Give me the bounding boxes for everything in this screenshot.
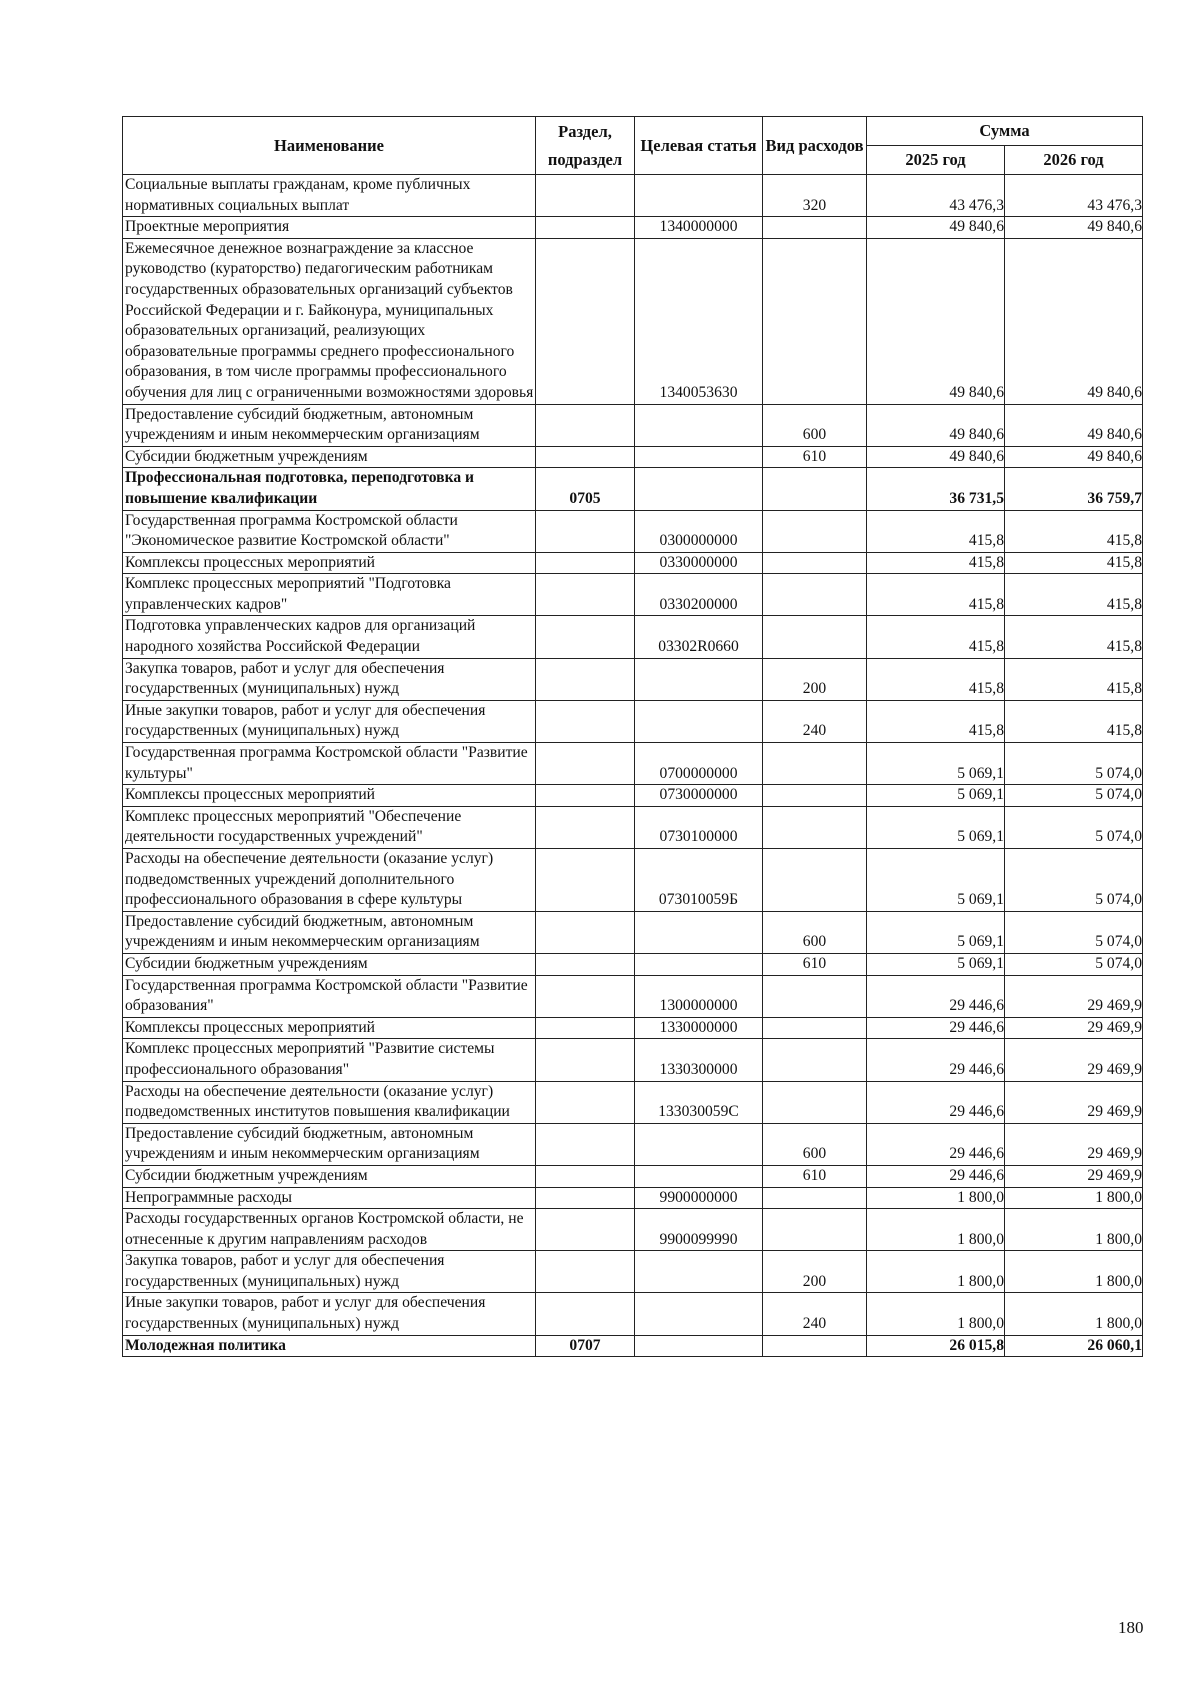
table-row [123, 953, 1143, 975]
table-row [123, 911, 1143, 953]
cell-2025: 43 476,3 [867, 175, 1005, 217]
cell-target: 0330200000 [635, 574, 763, 616]
cell-name: Молодежная политика [123, 1335, 536, 1357]
cell-section [536, 175, 635, 217]
table-row [123, 1123, 1143, 1165]
cell-target [635, 953, 763, 975]
cell-2026: 26 060,1 [1005, 1335, 1143, 1357]
cell-section [536, 658, 635, 700]
cell-section [536, 849, 635, 912]
table-row [123, 616, 1143, 658]
cell-2026: 5 074,0 [1005, 743, 1143, 785]
cell-target [635, 658, 763, 700]
cell-target: 9900000000 [635, 1187, 763, 1209]
cell-kind: 320 [763, 175, 867, 217]
cell-2025: 415,8 [867, 510, 1005, 552]
table-row [123, 552, 1143, 574]
cell-2026: 29 469,9 [1005, 1017, 1143, 1039]
cell-2025: 1 800,0 [867, 1187, 1005, 1209]
table-row [123, 217, 1143, 239]
cell-section [536, 238, 635, 404]
cell-2026: 1 800,0 [1005, 1209, 1143, 1251]
cell-2026: 5 074,0 [1005, 953, 1143, 975]
cell-name: Расходы на обеспечение деятельности (оказание услуг) подведомственных учреждений дополнительного профессионального образования в сфере культуры [123, 849, 536, 912]
cell-target [635, 1165, 763, 1187]
cell-section [536, 404, 635, 446]
cell-2026: 415,8 [1005, 574, 1143, 616]
table-row [123, 658, 1143, 700]
cell-2026: 5 074,0 [1005, 806, 1143, 848]
cell-2025: 49 840,6 [867, 217, 1005, 239]
cell-section [536, 911, 635, 953]
cell-target: 073010059Б [635, 849, 763, 912]
cell-kind: 600 [763, 911, 867, 953]
table-row [123, 175, 1143, 217]
cell-2026: 49 840,6 [1005, 238, 1143, 404]
cell-name: Предоставление субсидий бюджетным, автономным учреждениям и иным некоммерческим организациям [123, 1123, 536, 1165]
cell-section [536, 616, 635, 658]
table-row [123, 743, 1143, 785]
cell-target [635, 700, 763, 742]
cell-2025: 36 731,5 [867, 468, 1005, 510]
table-row [123, 1293, 1143, 1335]
cell-2025: 29 446,6 [867, 1081, 1005, 1123]
cell-kind [763, 975, 867, 1017]
cell-2026: 1 800,0 [1005, 1187, 1143, 1209]
table-row [123, 404, 1143, 446]
cell-name: Профессиональная подготовка, переподготовка и повышение квалификации [123, 468, 536, 510]
cell-name: Предоставление субсидий бюджетным, автономным учреждениям и иным некоммерческим организациям [123, 911, 536, 953]
table-row [123, 1081, 1143, 1123]
cell-kind: 200 [763, 1251, 867, 1293]
cell-2025: 415,8 [867, 552, 1005, 574]
cell-2026: 415,8 [1005, 616, 1143, 658]
cell-section [536, 1209, 635, 1251]
cell-kind [763, 552, 867, 574]
cell-kind [763, 616, 867, 658]
cell-2026: 5 074,0 [1005, 849, 1143, 912]
table-row [123, 1251, 1143, 1293]
cell-name: Иные закупки товаров, работ и услуг для обеспечения государственных (муниципальных) нужд [123, 700, 536, 742]
cell-kind [763, 238, 867, 404]
cell-name: Субсидии бюджетным учреждениям [123, 446, 536, 468]
cell-2026: 1 800,0 [1005, 1293, 1143, 1335]
table-row [123, 510, 1143, 552]
cell-kind [763, 785, 867, 807]
cell-target: 1330300000 [635, 1039, 763, 1081]
cell-section [536, 1017, 635, 1039]
cell-name: Подготовка управленческих кадров для организаций народного хозяйства Российской Федерации [123, 616, 536, 658]
cell-kind [763, 1187, 867, 1209]
cell-section: 0705 [536, 468, 635, 510]
cell-target [635, 404, 763, 446]
cell-section [536, 446, 635, 468]
cell-2026: 415,8 [1005, 658, 1143, 700]
cell-target: 1330000000 [635, 1017, 763, 1039]
cell-target: 0700000000 [635, 743, 763, 785]
cell-2025: 415,8 [867, 574, 1005, 616]
cell-2026: 36 759,7 [1005, 468, 1143, 510]
cell-2025: 5 069,1 [867, 806, 1005, 848]
table-body [123, 175, 1143, 1357]
cell-2026: 43 476,3 [1005, 175, 1143, 217]
table-row [123, 1039, 1143, 1081]
cell-2025: 5 069,1 [867, 953, 1005, 975]
table-row [123, 785, 1143, 807]
cell-2025: 1 800,0 [867, 1209, 1005, 1251]
table-row [123, 849, 1143, 912]
header-target: Целевая статья [635, 117, 763, 175]
cell-2026: 29 469,9 [1005, 1123, 1143, 1165]
header-kind: Вид расходов [763, 117, 867, 175]
page-number: 180 [1118, 1618, 1144, 1637]
cell-section [536, 1081, 635, 1123]
cell-name: Комплексы процессных мероприятий [123, 1017, 536, 1039]
cell-kind [763, 1209, 867, 1251]
cell-2025: 5 069,1 [867, 911, 1005, 953]
cell-2025: 49 840,6 [867, 446, 1005, 468]
cell-2025: 49 840,6 [867, 238, 1005, 404]
header-name: Наименование [123, 117, 536, 175]
cell-kind [763, 806, 867, 848]
cell-name: Закупка товаров, работ и услуг для обеспечения государственных (муниципальных) нужд [123, 1251, 536, 1293]
cell-kind [763, 743, 867, 785]
cell-target [635, 175, 763, 217]
cell-kind [763, 1335, 867, 1357]
budget-table [122, 116, 1143, 1357]
cell-2026: 415,8 [1005, 510, 1143, 552]
cell-2026: 415,8 [1005, 700, 1143, 742]
table-row [123, 446, 1143, 468]
cell-target [635, 446, 763, 468]
cell-name: Государственная программа Костромской области "Экономическое развитие Костромской области" [123, 510, 536, 552]
cell-name: Закупка товаров, работ и услуг для обеспечения государственных (муниципальных) нужд [123, 658, 536, 700]
cell-2025: 29 446,6 [867, 1039, 1005, 1081]
cell-section [536, 510, 635, 552]
cell-2026: 5 074,0 [1005, 785, 1143, 807]
cell-section [536, 806, 635, 848]
cell-name: Расходы на обеспечение деятельности (оказание услуг) подведомственных институтов повышения квалификации [123, 1081, 536, 1123]
cell-2026: 29 469,9 [1005, 975, 1143, 1017]
cell-target [635, 1251, 763, 1293]
cell-name: Комплекс процессных мероприятий "Развитие системы профессионального образования" [123, 1039, 536, 1081]
table-row [123, 1165, 1143, 1187]
cell-2025: 415,8 [867, 700, 1005, 742]
cell-section [536, 953, 635, 975]
cell-2026: 1 800,0 [1005, 1251, 1143, 1293]
table-row [123, 1017, 1143, 1039]
cell-target: 03302R0660 [635, 616, 763, 658]
cell-kind [763, 1039, 867, 1081]
cell-name: Комплекс процессных мероприятий "Обеспечение деятельности государственных учреждений" [123, 806, 536, 848]
cell-section [536, 574, 635, 616]
cell-name: Комплексы процессных мероприятий [123, 552, 536, 574]
table-row [123, 806, 1143, 848]
cell-2026: 49 840,6 [1005, 217, 1143, 239]
cell-target: 0300000000 [635, 510, 763, 552]
header-year-2026: 2026 год [1005, 146, 1143, 175]
cell-2025: 1 800,0 [867, 1251, 1005, 1293]
cell-2025: 29 446,6 [867, 1123, 1005, 1165]
cell-2026: 49 840,6 [1005, 404, 1143, 446]
cell-2025: 29 446,6 [867, 1017, 1005, 1039]
cell-kind: 610 [763, 1165, 867, 1187]
cell-target [635, 1123, 763, 1165]
cell-name: Комплекс процессных мероприятий "Подготовка управленческих кадров" [123, 574, 536, 616]
cell-name: Ежемесячное денежное вознаграждение за классное руководство (кураторство) педагогическим работникам государственных образовательных организаций субъектов Российской Федерации и г. Байконура, муниципальных образовательных организаций, реализующих образовательные программы среднего профессионального образования, в том числе программы профессионального обучения для лиц с ограниченными возможностями здоровья [123, 238, 536, 404]
cell-target: 9900099990 [635, 1209, 763, 1251]
cell-2025: 49 840,6 [867, 404, 1005, 446]
cell-2025: 1 800,0 [867, 1293, 1005, 1335]
cell-section [536, 1251, 635, 1293]
header-section: Раздел, подраздел [536, 117, 635, 175]
cell-name: Иные закупки товаров, работ и услуг для обеспечения государственных (муниципальных) нужд [123, 1293, 536, 1335]
cell-2026: 29 469,9 [1005, 1165, 1143, 1187]
cell-2026: 5 074,0 [1005, 911, 1143, 953]
cell-section [536, 1039, 635, 1081]
cell-2025: 5 069,1 [867, 849, 1005, 912]
cell-kind: 600 [763, 1123, 867, 1165]
cell-target [635, 468, 763, 510]
table-header [123, 117, 1143, 175]
cell-2026: 29 469,9 [1005, 1081, 1143, 1123]
cell-target: 133030059С [635, 1081, 763, 1123]
cell-kind: 600 [763, 404, 867, 446]
cell-2026: 49 840,6 [1005, 446, 1143, 468]
cell-kind: 610 [763, 953, 867, 975]
header-year-2025: 2025 год [867, 146, 1005, 175]
cell-target: 1340000000 [635, 217, 763, 239]
cell-name: Расходы государственных органов Костромской области, не отнесенные к другим направлениям расходов [123, 1209, 536, 1251]
cell-section [536, 217, 635, 239]
cell-section [536, 743, 635, 785]
cell-section [536, 975, 635, 1017]
table-row [123, 1187, 1143, 1209]
cell-target [635, 1335, 763, 1357]
cell-2025: 29 446,6 [867, 975, 1005, 1017]
header-sum: Сумма [867, 117, 1143, 146]
cell-target: 0730000000 [635, 785, 763, 807]
cell-section [536, 1123, 635, 1165]
cell-name: Непрограммные расходы [123, 1187, 536, 1209]
cell-name: Субсидии бюджетным учреждениям [123, 1165, 536, 1187]
cell-target: 1300000000 [635, 975, 763, 1017]
table-row [123, 1335, 1143, 1357]
table-row [123, 574, 1143, 616]
table-row [123, 468, 1143, 510]
cell-2025: 5 069,1 [867, 785, 1005, 807]
cell-2025: 29 446,6 [867, 1165, 1005, 1187]
cell-kind: 240 [763, 1293, 867, 1335]
cell-section [536, 1187, 635, 1209]
cell-section [536, 785, 635, 807]
cell-2026: 415,8 [1005, 552, 1143, 574]
cell-name: Предоставление субсидий бюджетным, автономным учреждениям и иным некоммерческим организациям [123, 404, 536, 446]
table-row [123, 700, 1143, 742]
cell-section: 0707 [536, 1335, 635, 1357]
cell-name: Государственная программа Костромской области "Развитие образования" [123, 975, 536, 1017]
cell-name: Социальные выплаты гражданам, кроме публичных нормативных социальных выплат [123, 175, 536, 217]
cell-section [536, 552, 635, 574]
table-row [123, 238, 1143, 404]
cell-section [536, 1165, 635, 1187]
cell-kind [763, 217, 867, 239]
cell-name: Государственная программа Костромской области "Развитие культуры" [123, 743, 536, 785]
cell-target [635, 911, 763, 953]
cell-kind: 200 [763, 658, 867, 700]
cell-target: 0730100000 [635, 806, 763, 848]
table-row [123, 975, 1143, 1017]
cell-target: 1340053630 [635, 238, 763, 404]
cell-target [635, 1293, 763, 1335]
cell-2025: 415,8 [867, 616, 1005, 658]
cell-target: 0330000000 [635, 552, 763, 574]
cell-2026: 29 469,9 [1005, 1039, 1143, 1081]
cell-kind [763, 510, 867, 552]
cell-name: Комплексы процессных мероприятий [123, 785, 536, 807]
cell-name: Субсидии бюджетным учреждениям [123, 953, 536, 975]
cell-kind [763, 849, 867, 912]
cell-section [536, 1293, 635, 1335]
cell-kind: 610 [763, 446, 867, 468]
table-row [123, 1209, 1143, 1251]
cell-name: Проектные мероприятия [123, 217, 536, 239]
cell-kind [763, 1081, 867, 1123]
cell-kind [763, 468, 867, 510]
cell-2025: 26 015,8 [867, 1335, 1005, 1357]
cell-kind: 240 [763, 700, 867, 742]
cell-kind [763, 574, 867, 616]
cell-kind [763, 1017, 867, 1039]
cell-2025: 5 069,1 [867, 743, 1005, 785]
cell-2025: 415,8 [867, 658, 1005, 700]
cell-section [536, 700, 635, 742]
